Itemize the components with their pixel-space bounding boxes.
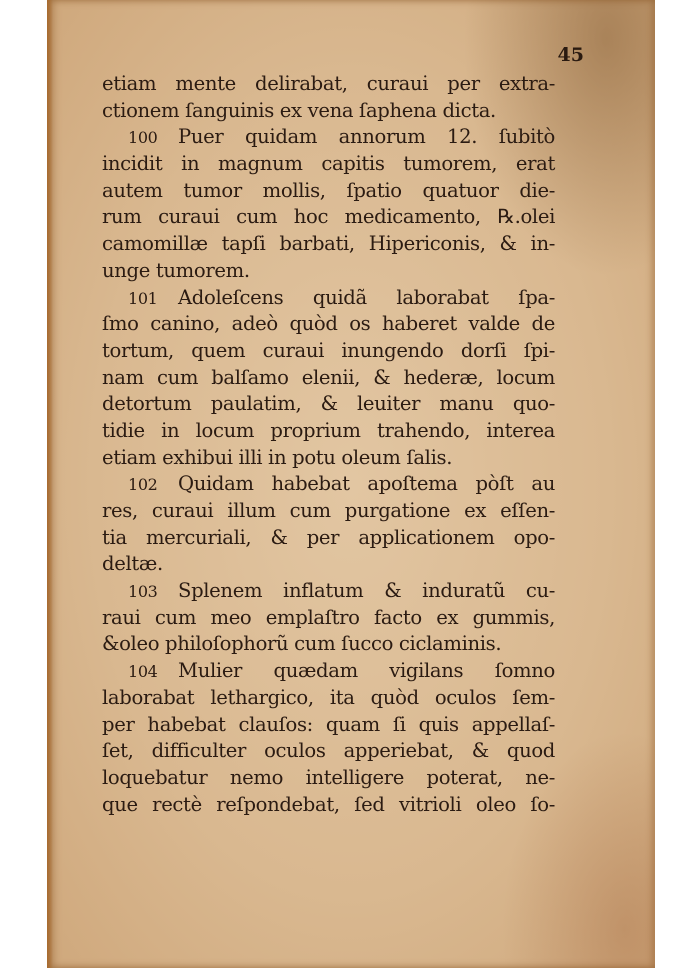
- text-line: [102, 311, 555, 338]
- line-text: ctionem ſanguinis ex vena ſaphena dicta.: [102, 98, 496, 122]
- paragraph-start-line: [102, 471, 555, 498]
- line-text: camomillæ tapſi barbati, Hipericonis, & in-: [102, 232, 555, 256]
- case-number: 104: [128, 662, 158, 682]
- text-line: [102, 178, 555, 205]
- text-line: [102, 525, 555, 552]
- text-line: [102, 231, 555, 258]
- case-number: 103: [128, 582, 158, 602]
- line-text: &oleo philoſophorũ cum ſucco ciclaminis.: [102, 632, 502, 656]
- text-line: [102, 792, 555, 819]
- paragraph-start-line: [102, 124, 555, 151]
- line-text: ſet, difficulter oculos apperiebat, & quod: [102, 739, 555, 763]
- line-text: incidit in magnum capitis tumorem, erat: [102, 152, 555, 176]
- page-binding-edge: [47, 0, 53, 968]
- text-line: [102, 631, 555, 658]
- line-text: loquebatur nemo intelligere poterat, ne-: [102, 765, 555, 789]
- case-number: 100: [128, 128, 158, 148]
- text-line: [102, 391, 555, 418]
- line-text: que rectè reſpondebat, ſed vitrioli oleo ſo-: [102, 792, 555, 816]
- line-text: deltæ.: [102, 552, 163, 576]
- text-line: [102, 98, 555, 125]
- case-number: 102: [128, 475, 158, 495]
- text-line: [102, 151, 555, 178]
- text-line: [102, 712, 555, 739]
- line-text: Mulier quædam vigilans ſomno: [178, 659, 555, 683]
- line-text: Splenem inflatum & induratũ cu-: [178, 579, 555, 603]
- case-number: 101: [128, 288, 158, 308]
- line-text: per habebat clauſos: quam ſi quis appellaſ-: [102, 712, 555, 736]
- paragraph-start-line: [102, 285, 555, 312]
- text-line: [102, 258, 555, 285]
- text-line: [102, 204, 555, 231]
- line-text: Quidam habebat apoſtema pòſt au: [178, 472, 555, 496]
- line-text: rum curaui cum hoc medicamento, ℞.olei: [102, 205, 555, 229]
- book-page: [47, 0, 655, 968]
- text-line: [102, 498, 555, 525]
- text-line: [102, 765, 555, 792]
- line-text: tia mercuriali, & per applicationem opo-: [102, 525, 555, 549]
- text-line: [102, 338, 555, 365]
- line-text: tidie in locum proprium trahendo, interea: [102, 418, 555, 442]
- text-line: [102, 418, 555, 445]
- line-text: autem tumor mollis, ſpatio quatuor die-: [102, 178, 555, 202]
- line-text: Adoleſcens quidã laborabat ſpa-: [178, 285, 555, 309]
- line-text: laborabat lethargico, ita quòd oculos ſem-: [102, 685, 555, 709]
- line-text: ſmo canino, adeò quòd os haberet valde de: [102, 312, 555, 336]
- paragraph-start-line: [102, 578, 555, 605]
- page-text: [102, 71, 555, 818]
- text-line: [102, 445, 555, 472]
- line-text: unge tumorem.: [102, 258, 250, 282]
- page-number: 45: [557, 44, 584, 66]
- line-text: nam cum balſamo elenii, & hederæ, locum: [102, 365, 555, 389]
- text-line: [102, 605, 555, 632]
- text-line: [102, 738, 555, 765]
- paragraph-start-line: [102, 658, 555, 685]
- line-text: etiam exhibui illi in potu oleum ſalis.: [102, 445, 453, 469]
- line-text: etiam mente delirabat, curaui per extra-: [102, 72, 555, 95]
- line-text: tortum, quem curaui inungendo dorſi ſpi-: [102, 338, 555, 362]
- text-line: [102, 551, 555, 578]
- text-line: [102, 365, 555, 392]
- text-line: [102, 71, 555, 98]
- line-text: Puer quidam annorum 12. ſubitò: [178, 125, 555, 149]
- line-text: res, curaui illum cum purgatione ex eſſen-: [102, 499, 555, 522]
- line-text: detortum paulatim, & leuiter manu quo-: [102, 392, 555, 416]
- text-line: [102, 685, 555, 712]
- line-text: raui cum meo emplaſtro facto ex gummis,: [102, 605, 555, 629]
